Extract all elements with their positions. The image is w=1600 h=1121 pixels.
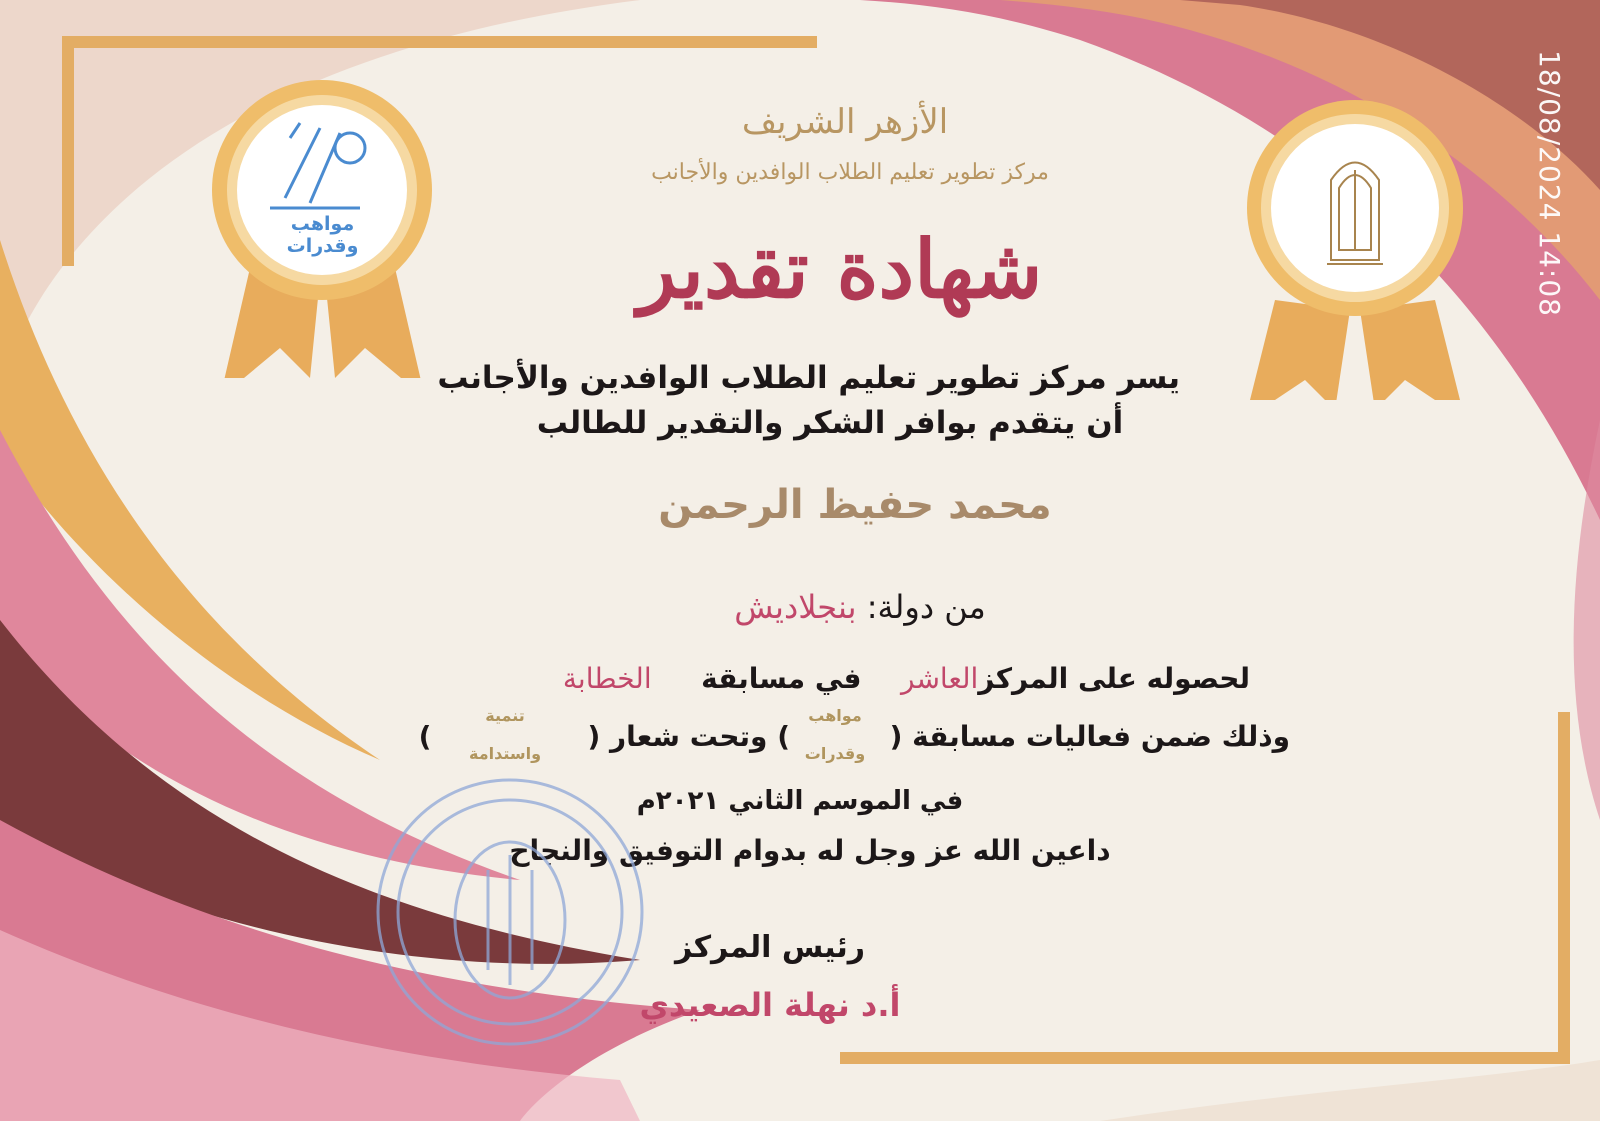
bottom-right-shade <box>1100 1060 1600 1121</box>
signature-title: رئيس المركز <box>674 930 866 965</box>
frame-left-line <box>62 36 74 266</box>
country-line <box>640 588 1080 626</box>
season-line: في الموسم الثاني ٢٠٢١م <box>636 786 964 816</box>
intro-line-2: أن يتقدم بوافر الشكر والتقدير للطالب <box>536 405 1124 441</box>
center-name: مركز تطوير تعليم الطلاب الوافدين والأجانب <box>651 160 1049 185</box>
logo-left-line2: وقدرات <box>286 235 359 257</box>
event-name-line-2: وقدرات <box>804 744 866 763</box>
competition-label: في مسابقة <box>701 662 862 695</box>
competition-name: الخطابة <box>562 662 652 695</box>
photo-timestamp: 18/08/2024 14:08 <box>1533 50 1566 317</box>
event-name-line-1: مواهب <box>808 706 862 725</box>
frame-right-line <box>1558 712 1570 1064</box>
slogan-line-2: واستدامة <box>468 744 542 763</box>
country-value: بنجلاديش <box>734 588 857 626</box>
intro-line-1: يسر مركز تطوير تعليم الطلاب الوافدين والأجانب <box>437 360 1180 396</box>
achievement-line <box>560 662 1250 695</box>
frame-bottom-line <box>840 1052 1570 1064</box>
country-label: من دولة: <box>866 588 986 626</box>
slogan-line-1: تنمية <box>485 706 525 725</box>
achievement-rank: العاشر <box>901 662 979 695</box>
institution-name: الأزهر الشريف <box>741 102 949 142</box>
certificate-title: شهادة تقدير <box>637 222 1043 316</box>
left-rosette <box>200 78 445 378</box>
events-suffix: ) <box>418 720 432 753</box>
logo-left-line1: مواهب <box>290 213 355 235</box>
achievement-prefix: لحصوله على المركز <box>978 662 1250 695</box>
events-prefix: وذلك ضمن فعاليات مسابقة ( <box>889 720 1290 753</box>
student-name: محمد حفيظ الرحمن <box>658 482 1052 528</box>
closing-line: داعين الله عز وجل له بدوام التوفيق والنجاح <box>509 834 1111 867</box>
events-middle: ) وتحت شعار ( <box>587 720 790 753</box>
frame-top-line <box>62 36 817 48</box>
official-stamp <box>368 770 653 1055</box>
signature-name: أ.د نهلة الصعيدي <box>639 986 901 1024</box>
right-rosette <box>1235 100 1475 400</box>
